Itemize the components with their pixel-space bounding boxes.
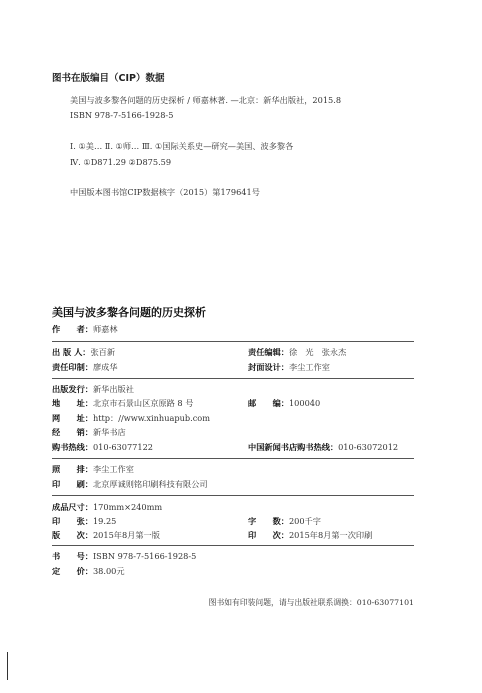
editor-value: 徐 光 张永杰	[288, 347, 347, 357]
cip-heading: 图书在版编目（CIP）数据	[52, 73, 165, 84]
printing-value: 北京厚诚则铭印刷科技有限公司	[92, 479, 208, 489]
edition-row	[52, 530, 160, 541]
author-row	[52, 324, 118, 335]
sales-value: 新华书店	[92, 427, 126, 437]
words-label: 字 数：	[248, 516, 289, 526]
author-label: 作 者：	[52, 324, 93, 334]
cip-record-number: 中国版本图书馆CIP数据核字（2015）第179641号	[70, 187, 260, 197]
typeset-row	[52, 464, 134, 475]
publisher-value: 张百新	[90, 347, 116, 357]
divider	[52, 458, 414, 459]
address-row	[52, 398, 193, 409]
distributor-row	[52, 384, 134, 395]
cover-design-value: 李尘工作室	[288, 362, 330, 372]
isbn-label: 书 号：	[52, 551, 93, 561]
hotline-value: 010-63077122	[92, 442, 154, 452]
impression-row	[248, 530, 372, 541]
cip-title-line: 美国与波多黎各问题的历史探析 / 师嘉林著. —北京：新华出版社，2015.8	[70, 95, 342, 105]
editor-label: 责任编辑：	[248, 347, 289, 357]
margin-line	[7, 652, 8, 680]
typeset-value: 李尘工作室	[92, 464, 134, 474]
print-manager-row	[52, 362, 118, 373]
author-value: 师嘉林	[92, 324, 118, 334]
news-hotline-label: 中国新闻书店购书热线：	[248, 442, 339, 452]
impression-label: 印 次：	[248, 530, 289, 540]
sheets-label: 印 张：	[52, 516, 93, 526]
cover-design-label: 封面设计：	[248, 362, 289, 372]
news-hotline-value: 010-63072012	[338, 442, 399, 452]
printing-row	[52, 479, 208, 490]
printing-label: 印 刷：	[52, 479, 93, 489]
size-row	[52, 502, 162, 513]
distributor-value: 新华出版社	[92, 384, 134, 394]
isbn-row	[52, 551, 196, 562]
print-manager-label: 责任印制：	[52, 362, 93, 372]
sheets-row	[52, 516, 116, 527]
publisher-label: 出 版 人：	[52, 347, 91, 357]
book-title: 美国与波多黎各问题的历史探析	[52, 306, 206, 319]
website-value: http：//www.xinhuapub.com	[92, 413, 210, 423]
address-label: 地 址：	[52, 398, 93, 408]
cip-isbn-line: ISBN 978-7-5166-1928-5	[70, 110, 174, 120]
divider	[52, 378, 414, 379]
edition-value: 2015年8月第一版	[92, 530, 160, 540]
postcode-value: 100040	[288, 398, 321, 408]
sales-row	[52, 427, 126, 438]
isbn-value: ISBN 978-7-5166-1928-5	[92, 551, 197, 561]
size-value: 170mm×240mm	[92, 502, 163, 512]
divider	[52, 341, 414, 342]
price-label: 定 价：	[52, 566, 93, 576]
news-hotline-row	[248, 442, 398, 453]
sheets-value: 19.25	[92, 516, 117, 526]
distributor-label: 出版发行：	[52, 384, 93, 394]
edition-label: 版 次：	[52, 530, 93, 540]
website-row	[52, 413, 210, 424]
publisher-row	[52, 347, 115, 358]
cip-classification-line-2: Ⅳ. ①D871.29 ②D875.59	[70, 157, 172, 167]
address-value: 北京市石景山区京原路 8 号	[92, 398, 194, 408]
words-row	[248, 516, 321, 527]
editor-row	[248, 347, 346, 358]
postcode-label: 邮 编：	[248, 398, 289, 408]
sales-label: 经 销：	[52, 427, 93, 437]
website-label: 网 址：	[52, 413, 93, 423]
cip-classification-line: Ⅰ. ①美… Ⅱ. ①师… Ⅲ. ①国际关系史—研究—美国、波多黎各	[70, 141, 294, 151]
cover-design-row	[248, 362, 330, 373]
size-label: 成品尺寸：	[52, 502, 93, 512]
print-manager-value: 廖成华	[92, 362, 118, 372]
words-value: 200千字	[288, 516, 321, 526]
price-row	[52, 566, 125, 577]
price-value: 38.00元	[92, 566, 125, 576]
footer-note: 图书如有印装问题，请与出版社联系调换：010-63077101	[208, 598, 414, 607]
postcode-row	[248, 398, 320, 409]
divider	[52, 495, 414, 496]
impression-value: 2015年8月第一次印刷	[288, 530, 373, 540]
typeset-label: 照 排：	[52, 464, 93, 474]
divider	[52, 545, 414, 546]
hotline-row	[52, 442, 153, 453]
hotline-label: 购书热线：	[52, 442, 93, 452]
